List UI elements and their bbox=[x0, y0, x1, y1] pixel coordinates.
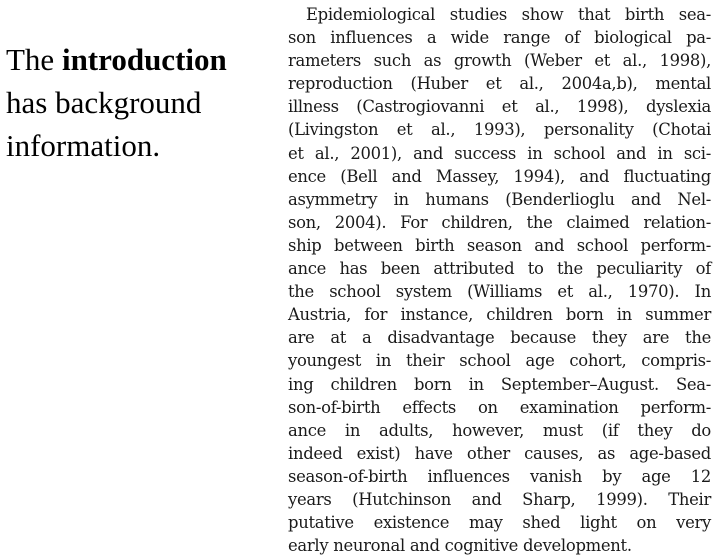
excerpt-line: season-of-birth influences vanish by age 12 bbox=[288, 466, 711, 486]
excerpt-line: et al., 2001), and success in school and in sci- bbox=[288, 143, 711, 163]
excerpt-line: asymmetry in humans (Benderlioglu and Nel- bbox=[288, 189, 711, 209]
scanned-paper-excerpt bbox=[278, 0, 720, 556]
excerpt-line: years (Hutchinson and Sharp, 1999). Their bbox=[288, 489, 711, 509]
excerpt-paragraph bbox=[288, 3, 711, 557]
excerpt-line: the school system (Williams et al., 1970). In bbox=[288, 282, 711, 302]
excerpt-line: illness (Castrogiovanni et al., 1998), dyslexia bbox=[288, 97, 711, 117]
excerpt-line: are at a disadvantage because they are the bbox=[288, 328, 711, 348]
excerpt-line: son-of-birth effects on examination perform- bbox=[288, 397, 711, 417]
excerpt-line: ship between birth season and school perform- bbox=[288, 235, 711, 255]
excerpt-line: ence (Bell and Massey, 1994), and fluctuating bbox=[288, 166, 711, 186]
excerpt-line: reproduction (Huber et al., 2004a,b), mental bbox=[288, 74, 711, 94]
excerpt-line: ance in adults, however, must (if they do bbox=[288, 420, 711, 440]
excerpt-line: early neuronal and cognitive development. bbox=[288, 536, 632, 556]
caption-emphasis: introduction bbox=[61, 42, 227, 77]
excerpt-line: youngest in their school age cohort, compris- bbox=[288, 351, 711, 371]
excerpt-line: son influences a wide range of biological pa- bbox=[288, 28, 711, 48]
excerpt-line: Epidemiological studies show that birth sea- bbox=[306, 5, 711, 24]
excerpt-line: putative existence may shed light on very bbox=[288, 513, 711, 533]
excerpt-line: Austria, for instance, children born in summer bbox=[288, 305, 711, 325]
excerpt-line: indeed exist) have other causes, as age-based bbox=[288, 443, 711, 463]
caption-text-start: The bbox=[6, 42, 62, 77]
slide-caption bbox=[6, 38, 274, 167]
excerpt-line: (Livingston et al., 1993), personality (Chotai bbox=[288, 120, 711, 140]
excerpt-line: son, 2004). For children, the claimed relation- bbox=[288, 212, 711, 232]
excerpt-line: ance has been attributed to the peculiarity of bbox=[288, 259, 711, 279]
excerpt-line: ing children born in September–August. Sea- bbox=[288, 374, 711, 394]
caption-text-end: has background information. bbox=[6, 85, 202, 163]
excerpt-line: rameters such as growth (Weber et al., 1998), bbox=[288, 51, 711, 71]
